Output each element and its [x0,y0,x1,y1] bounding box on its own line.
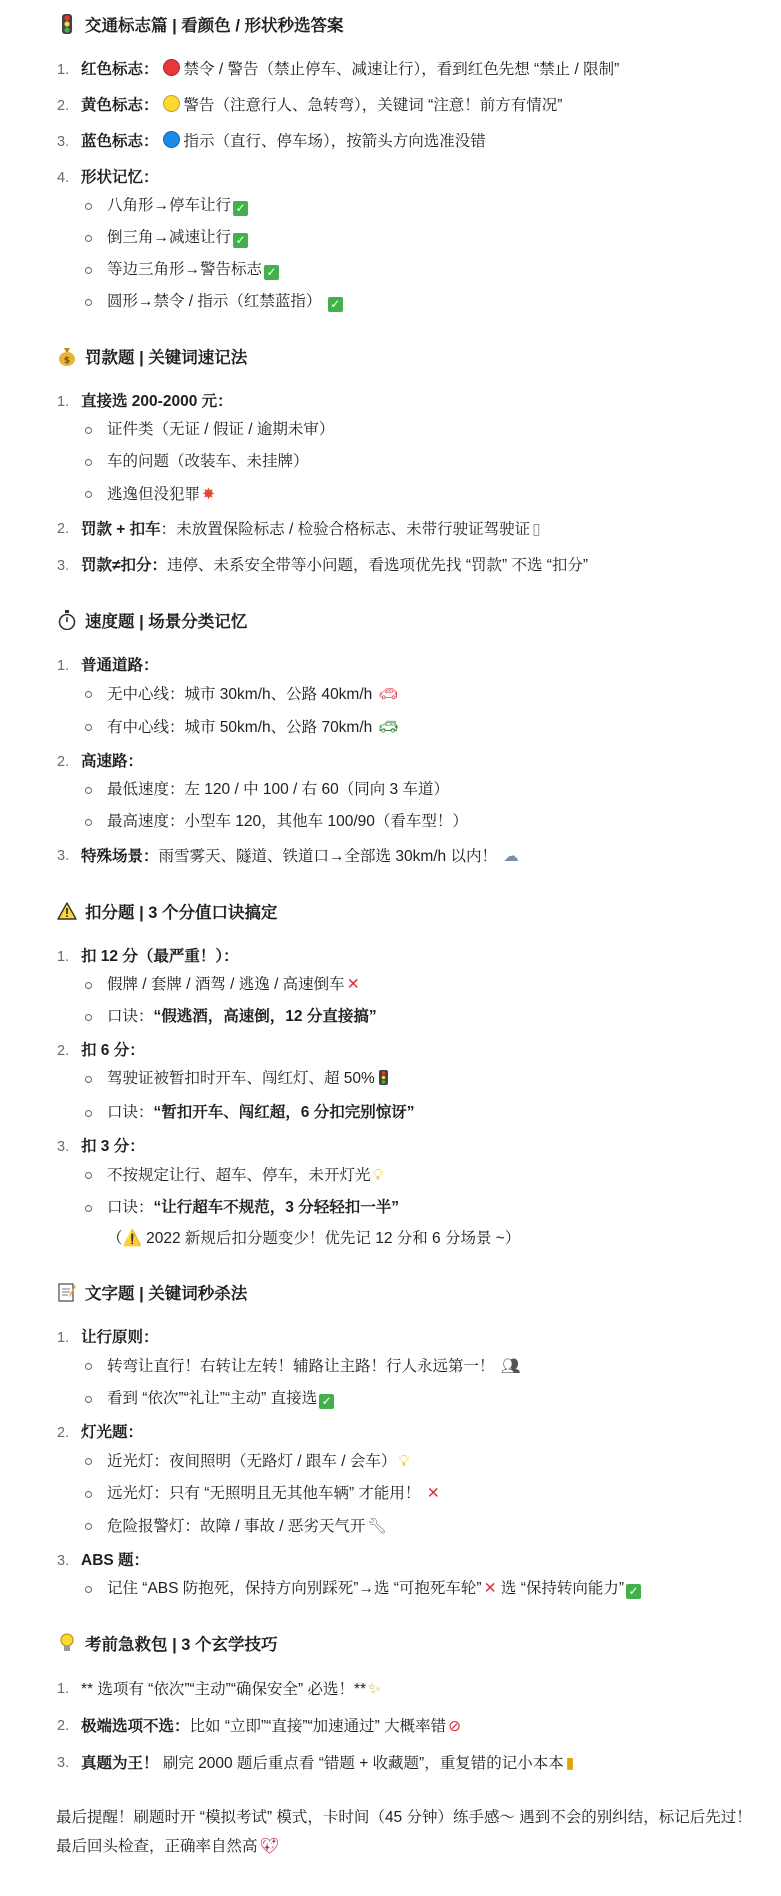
sub-item-text: 最低速度：左 120 / 中 100 / 右 60（同向 3 车道） [107,781,449,798]
blue-circle-icon [163,131,180,148]
item-number: 4. [57,170,70,186]
sub-item-text: 八角形→停车让行 [107,197,232,214]
colon: ： [143,848,159,865]
points-list [57,943,765,1252]
item-label: 蓝色标志 [81,133,144,150]
sublist [81,1352,765,1413]
colon: ： [143,657,159,674]
sub-item-text: 看到 “依次”“礼让”“主动” 直接选 [107,1390,318,1407]
sub-item-text: 驾驶证被暂扣时开车、闯红灯、超 50% [107,1070,375,1087]
sub-item [81,1161,765,1190]
sub-item [81,713,765,742]
sub-item-text: 近光灯：夜间照明（无路灯 / 跟车 / 会车） [107,1453,397,1470]
section-title-text: 文字题 | 关键词秒杀法 [85,1285,248,1303]
sub-item [81,1194,765,1222]
list-item [57,1749,765,1778]
sub-item-text: 危险报警灯：故障 / 事故 / 恶劣天气开 [107,1518,366,1535]
sub-item-text: 选 “保持转向能力” [496,1580,625,1597]
sub-item-text: 最高速度：小型车 120，其他车 100/90（看车型！） [107,813,468,830]
item-label: 灯光题 [81,1424,128,1441]
sub-item [81,1065,765,1095]
item-number: 2. [57,1043,70,1059]
item-label: ABS 题 [81,1552,134,1569]
section-title [57,1629,765,1657]
item-label: 扣 6 分 [81,1042,130,1059]
item-label: 直接选 200-2000 元 [81,393,218,410]
cross-mark-icon: ✕ [426,1485,440,1502]
item-text: 未放置保险标志 / 检验合格标志、未带行驶证驾驶证 [176,521,531,538]
list-item [57,1547,765,1603]
pedestrians-icon: 👥︎ [500,1357,521,1375]
colon: ： [133,1552,150,1569]
section-title [57,897,765,925]
sub-item-text: 不按规定让行、超车、停车，未开灯光 [107,1167,371,1184]
item-number: 2. [57,98,70,114]
sub-item [81,224,765,252]
item-number: 3. [57,848,70,864]
sub-item [81,1575,765,1603]
collision-icon: ✸ [202,485,216,503]
sub-item-text: 无中心线：城市 30km/h、公路 40km/h [107,686,373,703]
mnemonic-prefix: 口诀： [107,1008,154,1025]
sub-item-text: 假牌 / 套牌 / 酒驾 / 逃逸 / 高速倒车 [107,976,345,993]
sub-item-text: 车的问题（改装车、未挂牌） [107,453,309,470]
light-bulb-icon: 💡︎ [372,1166,384,1184]
section-speed [57,606,765,871]
sub-item-text: 倒三角→减速让行 [107,229,232,246]
list-item [57,515,765,544]
item-text: 禁令 / 警告（禁止停车、减速让行），看到红色先想 “禁止 / 限制” [183,61,620,78]
final-reminder [56,1804,765,1861]
list-item [57,652,765,742]
cross-mark-icon: ✕ [346,976,360,993]
colon: ： [143,133,159,150]
item-text: 违停、未系安全带等小问题，看选项优先找 “罚款” 不选 “扣分” [167,557,589,574]
sublist [81,416,765,509]
money-bag-icon [57,346,77,366]
item-number: 1. [57,658,70,674]
colon: ： [174,1718,190,1735]
sub-item [81,480,765,509]
shape-sublist [81,192,765,316]
sparkling-heart-icon: 💖︎ [259,1837,280,1855]
item-number: 1. [57,1330,70,1346]
mnemonic-text: “暂扣开车、闯红超，6 分扣完别惊讶” [153,1104,415,1121]
mnemonic-prefix: 口诀： [107,1104,154,1121]
item-number: 1. [57,62,70,78]
speed-list [57,652,765,871]
check-mark-icon: ✓ [233,201,248,216]
sub-item [81,256,765,284]
item-label: 黄色标志 [81,97,144,114]
item-number: 2. [57,1718,70,1734]
item-number: 1. [57,394,70,410]
section-title-text: 罚款题 | 关键词速记法 [85,349,248,367]
sub-item [81,1512,765,1541]
section-text-questions [57,1278,765,1603]
sub-item [81,1352,765,1381]
mnemonic-text: “让行超车不规范，3 分轻轻扣一半” [153,1199,399,1216]
cross-mark-icon: ✕ [483,1580,497,1597]
section-title-text: 扣分题 | 3 个分值口诀搞定 [85,904,278,922]
sub-item [81,1003,765,1031]
note [81,1226,765,1252]
item-label: 让行原则 [81,1329,144,1346]
item-label: 形状记忆 [81,169,144,186]
red-circle-icon [163,59,180,76]
light-bulb-icon [57,1633,77,1653]
item-number: 2. [57,754,70,770]
sub-item-text: 证件类（无证 / 假证 / 逾期未审） [107,421,335,438]
colon: ： [129,1042,145,1059]
yellow-circle-icon [163,95,180,112]
colon: ： [143,97,159,114]
item-label: 扣 12 分（最严重！） [81,948,224,965]
fines-list [57,388,765,580]
item-number: 3. [57,1755,70,1771]
sub-item [81,1447,765,1476]
section-title [57,342,765,370]
sub-item [81,1099,765,1127]
sparkles-icon: ✨︎ [368,1680,381,1698]
item-label: 扣 3 分 [81,1138,130,1155]
item-label: 普通道路 [81,657,144,674]
sub-item-text: 有中心线：城市 50km/h、公路 70km/h [107,719,373,736]
item-text: 刷完 2000 题后重点看 “错题 + 收藏题”，重复错的记小本本 [162,1755,564,1772]
wrench-icon: 🔧︎ [367,1517,388,1535]
final-reminder-text: 最后提醒！刷题时开 “模拟考试” 模式，卡时间（45 分钟）练手感～ 遇到不会的别纠结，标记后先过！最后回头检查，正确率自然高 [56,1809,752,1855]
list-item [57,1133,765,1252]
section-points [57,897,765,1252]
check-mark-icon: ✓ [233,233,248,248]
sub-item [81,680,765,709]
svg-text:$: $ [63,356,71,366]
sublist [81,776,765,836]
colon: ： [143,1329,159,1346]
item-label: 高速路 [81,753,128,770]
item-text: 雨雪雾天、隧道、铁道口→全部选 30km/h 以内！ [158,848,497,865]
list-item [57,92,765,120]
mnemonic-prefix: 口诀： [107,1199,154,1216]
colon: ： [143,61,159,78]
item-text: 指示（直行、停车场），按箭头方向选准没错 [183,133,486,150]
check-mark-icon: ✓ [626,1584,641,1599]
sublist [81,971,765,1031]
text-question-list [57,1324,765,1603]
item-number: 3. [57,134,70,150]
sub-item [81,288,765,316]
sub-item-text: 记住 “ABS 防抱死，保持方向别踩死”→选 “可抱死车轮” [107,1580,482,1597]
item-text: ** 选项有 “依次”“主动”“确保安全” 必选！** [81,1681,367,1698]
light-bulb-icon: 💡︎ [398,1452,410,1470]
item-number: 2. [57,521,70,537]
section-title [57,1278,765,1306]
stopwatch-icon [57,610,77,630]
tips-list [57,1675,765,1778]
traffic-light-icon [379,1067,388,1095]
item-number: 2. [57,1425,70,1441]
list-item [57,1324,765,1413]
list-item [57,552,765,580]
sublist [81,1575,765,1603]
sub-item [81,416,765,444]
sub-item [81,776,765,804]
sub-item [81,808,765,836]
snow-cloud-icon: ☁ [503,847,519,865]
colon: ： [127,753,144,770]
prohibited-icon: ⊘ [448,1717,462,1735]
list-item [57,56,765,84]
list-item [57,128,765,156]
colon: ： [127,1424,144,1441]
item-number: 3. [57,1553,70,1569]
colon: ： [143,169,159,186]
item-label: 红色标志 [81,61,144,78]
mnemonic-text: “假逃酒，高速倒，12 分直接搞” [153,1008,377,1025]
list-item [57,388,765,509]
colon: ： [223,948,239,965]
section-fines [57,342,765,580]
sub-item [81,971,765,999]
list-item [57,1712,765,1741]
green-car-icon: 🚙︎ [378,718,399,736]
sub-item-text: 转弯让直行！右转让左转！辅路让主路！行人永远第一！ [107,1358,495,1375]
sublist [81,1447,765,1541]
list-item [57,164,765,316]
traffic-light-icon [57,14,77,34]
document-icon: ▯ [532,520,541,538]
sublist [81,1161,765,1222]
list-item [57,1419,765,1541]
sub-item [81,192,765,220]
check-mark-icon: ✓ [328,297,343,312]
check-mark-icon: ✓ [264,265,279,280]
red-car-icon: 🚗︎ [378,685,399,703]
sign-list [57,56,765,316]
item-label: 极端选项不选 [81,1718,175,1735]
warning-icon [57,902,77,920]
list-item [57,1675,765,1704]
sub-item [81,1480,765,1508]
sub-item [81,1385,765,1413]
note-text: （⚠️ 2022 新规后扣分题变少！优先记 12 分和 6 分场景 ~） [107,1230,521,1247]
sub-item [81,448,765,476]
notebook-icon: ▮ [565,1754,575,1772]
list-item [57,748,765,836]
item-text: 警告（注意行人、急转弯），关键词 “注意！前方有情况” [183,97,563,114]
section-title-text: 考前急救包 | 3 个玄学技巧 [85,1636,278,1654]
section-title-text: 交通标志篇 | 看颜色 / 形状秒选答案 [85,17,344,35]
item-label: 罚款 + 扣车 [81,521,161,538]
section-title-text: 速度题 | 场景分类记忆 [85,613,248,631]
colon: ： [217,393,233,410]
sub-item-text: 逃逸但没犯罪 [107,486,201,503]
sublist [81,680,765,742]
colon: ： [160,521,177,538]
item-label: 真题为王！ [81,1755,159,1772]
list-item [57,842,765,871]
colon: ： [129,1138,145,1155]
sub-item-text: 等边三角形→警告标志 [107,261,263,278]
list-item [57,943,765,1031]
sublist [81,1065,765,1127]
item-label: 特殊场景 [81,848,144,865]
item-number: 3. [57,558,70,574]
sub-item-text: 圆形→禁令 / 指示（红禁蓝指） [107,293,322,310]
sub-item-text: 远光灯：只有 “无照明且无其他车辆” 才能用！ [107,1485,421,1502]
section-traffic-signs [57,10,765,316]
memo-icon [57,1282,77,1302]
colon: ： [151,557,168,574]
item-label: 罚款≠扣分 [81,557,152,574]
item-number: 1. [57,949,70,965]
item-number: 3. [57,1139,70,1155]
item-text: 比如 “立即”“直接”“加速通过” 大概率错 [189,1718,447,1735]
list-item [57,1037,765,1127]
section-title [57,10,765,38]
section-tips [57,1629,765,1778]
item-number: 1. [57,1681,70,1697]
check-mark-icon: ✓ [319,1394,334,1409]
section-title [57,606,765,634]
